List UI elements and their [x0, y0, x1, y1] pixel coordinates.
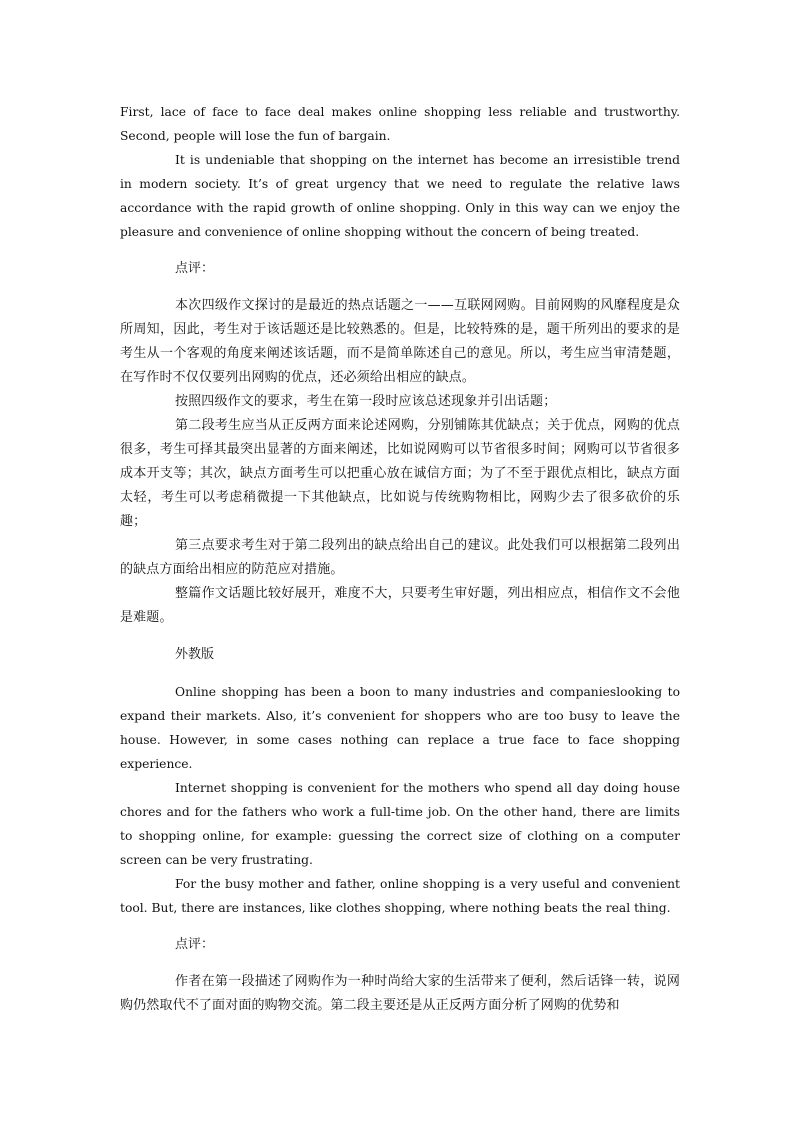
- paragraph-en-4: Internet shopping is convenient for the mothers who spend all day doing house chores and for the fathers who work a full-time job. On the other hand, there are limits to shopping online, for example: guessing the correct size of clothing on a computer screen can be very frustrating.: [120, 781, 680, 867]
- section-label-review-2: 点评：: [175, 937, 215, 952]
- section-label-review-1: 点评：: [175, 261, 215, 276]
- paragraph-cn-3: 第二段考生应当从正反两方面来论述网购，分别铺陈其优缺点；关于优点，网购的优点很多，考生可择其最突出显著的方面来阐述，比如说网购可以节省很多时间；网购可以节省很多成本开支等；其次，缺点方面考生可以把重心放在诚信方面；为了不至于跟优点相比，缺点方面太轻，考生可以考虑稍微提一下其他缺点，比如说与传统购物相比，网购少去了很多砍价的乐趣；: [120, 418, 680, 529]
- paragraph-cn-4: 第三点要求考生对于第二段列出的缺点给出自己的建议。此处我们可以根据第二段列出的缺点方面给出相应的防范应对措施。: [120, 538, 680, 577]
- paragraph-en-1: First, lace of face to face deal makes online shopping less reliable and trustworthy. Second, people will lose the fun of bargain.: [120, 105, 680, 143]
- paragraph-cn-6: 作者在第一段描述了网购作为一种时尚给大家的生活带来了便利，然后话锋一转，说网购仍然取代不了面对面的购物交流。第二段主要还是从正反两方面分析了网购的优势和: [120, 974, 680, 1013]
- document-page: [120, 100, 680, 1018]
- paragraph-cn-1: 本次四级作文探讨的是最近的热点话题之一——互联网网购。目前网购的风靡程度是众所周知，因此，考生对于该话题还是比较熟悉的。但是，比较特殊的是，题干所列出的要求的是考生从一个客观的角度来阐述该话题，而不是简单陈述自己的意见。所以，考生应当审清楚题，在写作时不仅仅要列出网购的优点，还必须给出相应的缺点。: [120, 298, 680, 385]
- paragraph-en-3: Online shopping has been a boon to many industries and companieslooking to expand their markets. Also, it’s convenient for shoppers who are too busy to leave the house. However, in some cases nothing can replace a true face to face shopping experience.: [120, 685, 680, 771]
- section-label-foreign-teacher: 外教版: [175, 647, 215, 662]
- paragraph-en-5: For the busy mother and father, online shopping is a very useful and convenient tool. But, there are instances, like clothes shopping, where nothing beats the real thing.: [120, 877, 680, 915]
- paragraph-cn-2: 按照四级作文的要求，考生在第一段时应该总述现象并引出话题；: [175, 394, 557, 409]
- paragraph-cn-5: 整篇作文话题比较好展开，难度不大，只要考生审好题，列出相应点，相信作文不会他是难题。: [120, 586, 680, 625]
- paragraph-en-2: It is undeniable that shopping on the internet has become an irresistible trend in modern society. It’s of great urgency that we need to regulate the relative laws accordance with the rapid growth of online shopping. Only in this way can we enjoy the pleasure and convenience of online shopping without the concern of being treated.: [120, 153, 680, 239]
